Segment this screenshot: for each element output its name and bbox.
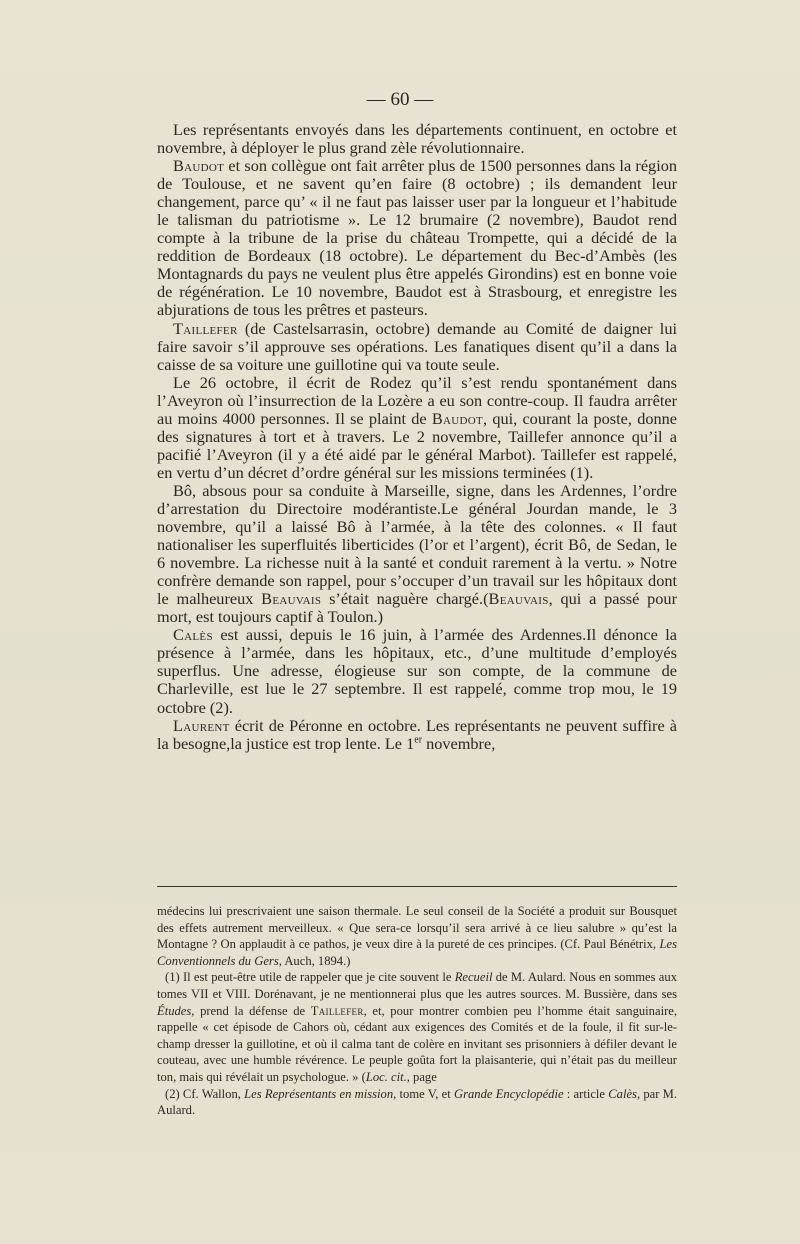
footnote-1 — [157, 969, 677, 1085]
paragraph-text: Le 26 octobre, il écrit de Rodez qu’il s’est rendu spontanément dans l’Aveyron où l’insurrection de la Lozère a eu son contre-coup. Il faudra arrêter au moins 4000 personnes. Il se plaint de — [157, 372, 677, 428]
paragraph-text: , qui, courant la poste, donne des signatures à tort et à travers. Le 2 novembre, Taillefer annonce qu’il a pacifié l’Aveyron (il y a été aidé par le général Marbot). Taillefer est rappelé, en vertu d’un décret d’ordre général sur les missions terminées (1). — [157, 408, 677, 482]
name-cales: Calès — [173, 625, 213, 645]
name-baudot: Baudot — [431, 408, 484, 428]
body-text — [157, 121, 677, 753]
paragraph-text: , qui a passé pour mort, est toujours captif à Toulon.) — [157, 589, 677, 627]
paragraph — [157, 157, 677, 319]
name-laurent: Laurent — [173, 715, 230, 735]
footnote-title: Recueil — [454, 970, 493, 985]
paragraph-text: écrit de Péronne en octobre. Les représentants ne peuvent suffire à la besogne,la justice est trop lente. Le 1 — [157, 715, 677, 753]
page-number: — 60 — — [366, 89, 434, 110]
paragraph — [157, 320, 677, 374]
footnote-text: , Auch, 1894.) — [278, 953, 351, 968]
paragraph — [157, 374, 677, 482]
footnote-title: Les Conventionnels du Gers — [157, 937, 677, 968]
footnote-title: Calès — [608, 1086, 637, 1101]
footnote-text: , et, pour montrer combien peu l’homme était sanguinaire, rappelle « cet épisode de Cahors où, cédant aux exigences des Comités et de la foule, il fit sur-le-champ dresser la guillotine, et où il calma tant de colère en invitant ses prisonniers à défiler devant le couteau, avec une humble révérence. Le peuple goûta fort la plaisanterie, qui n’était pas du meilleur ton, mais qui révélait un psychologue. » ( — [157, 1003, 677, 1084]
paragraph-text: Bô, absous pour sa conduite à Marseille, signe, dans les Ardennes, l’ordre d’arrestation du Directoire modérantiste.Le général Jourdan mande, le 3 novembre, qu’il a laissé Bô à l’armée, à la tête des colonnes. « Il faut nationaliser les superfluités liberticides (l’or et l’argent), écrit Bô, de Sedan, le 6 novembre. La richesse nuit à la santé et conduit rarement à la vertu. » Notre confrère demande son rappel, pour s’occuper d’un travail sur les hôpitaux dont le malheureux — [157, 480, 677, 609]
paragraph — [157, 121, 677, 157]
superscript: er — [414, 734, 423, 746]
footnote-text: de M. Aulard. Nous en sommes aux tomes VII et VIII. Dorénavant, je ne mentionnerai plus que les autres sources. M. Bussière, dans ses — [157, 970, 677, 1001]
footnote-text: , prend la défense de — [191, 1003, 311, 1018]
footnote-2 — [157, 1086, 677, 1119]
footnote-title: Études — [157, 1003, 192, 1018]
paragraph-text: Les représentants envoyés dans les départements continuent, en octobre et novembre, à déployer le plus grand zèle révolutionnaire. — [157, 120, 677, 158]
paragraph — [157, 626, 677, 716]
footnote-text: : article — [563, 1086, 609, 1101]
name-taillefer: Taillefer — [173, 318, 238, 338]
footnote-text: (2) Cf. Wallon, — [165, 1086, 245, 1101]
footnote-text: , page — [406, 1069, 437, 1084]
footnote-continuation — [157, 903, 677, 969]
name-beauvais: Beauvais — [261, 589, 322, 609]
footnotes — [157, 903, 677, 1119]
paragraph-text: (de Castelsarrasin, octobre) demande au Comité de daigner lui faire savoir s’il approuve ses opérations. Les fanatiques disent qu’il a dans la caisse de sa voiture une guillotine qui va toute seule. — [157, 318, 677, 374]
footnote-title: Grande Encyclopédie — [453, 1086, 564, 1101]
paragraph-text: est aussi, depuis le 16 juin, à l’armée des Ardennes.Il dénonce la présence à l’armée, dans les hôpitaux, etc., d’une multitude d’employés superflus. Une adresse, élogieuse sur son compte, de la commune de Charleville, est lue le 27 septembre. Il est rappelé, comme trop mou, le 19 octobre (2). — [157, 625, 677, 717]
paragraph — [157, 717, 677, 753]
paragraph-text: novembre, — [422, 733, 496, 753]
paragraph — [157, 482, 677, 626]
footnote-text: (1) Il est peut-être utile de rappeler que je cite souvent le — [165, 970, 455, 985]
name-beauvais: Beauvais — [488, 589, 549, 609]
name-baudot: Baudot — [173, 156, 225, 176]
footnote-text: médecins lui prescrivaient une saison thermale. Le seul conseil de la Société a produit sur Bousquet des effets autrement merveilleux. « Que sera-ce lorsqu’il sera arrivé à ce lieu salubre » qu’est la Montagne ? On applaudit à ce pathos, je veux dire à la pureté de ces principes. (Cf. Paul Bénétrix, — [157, 904, 677, 952]
footnote-title: Les Représentants en mission — [244, 1086, 394, 1101]
name-taillefer: Taillefer — [310, 1003, 364, 1018]
footnote-title: Loc. cit. — [365, 1069, 407, 1084]
paragraph-text: et son collègue ont fait arrêter plus de 1500 personnes dans la région de Toulouse, et ne savent qu’en faire (8 octobre) ; ils demandent leur changement, parce qu’ « il ne faut pas laisser user par la longueur et l’habitude le talisman du patriotisme ». Le 12 brumaire (2 novembre), Baudot rend compte à la tribune de la prise du château Trompette, qui a décidé de la reddition de Bordeaux (18 octobre). Le département du Bec-d’Ambès (les Montagnards du pays ne veulent plus être appelés Girondins) est en bonne voie de régénération. Le 10 novembre, Baudot est à Strasbourg, et enregistre les abjurations de tous les prêtres et pasteurs. — [157, 156, 677, 320]
paragraph-text: s’était naguère chargé.( — [321, 589, 489, 609]
footnote-text: , tome V, et — [393, 1086, 454, 1101]
footnote-separator — [157, 886, 677, 887]
footnote-text: , par M. Aulard. — [157, 1086, 678, 1118]
